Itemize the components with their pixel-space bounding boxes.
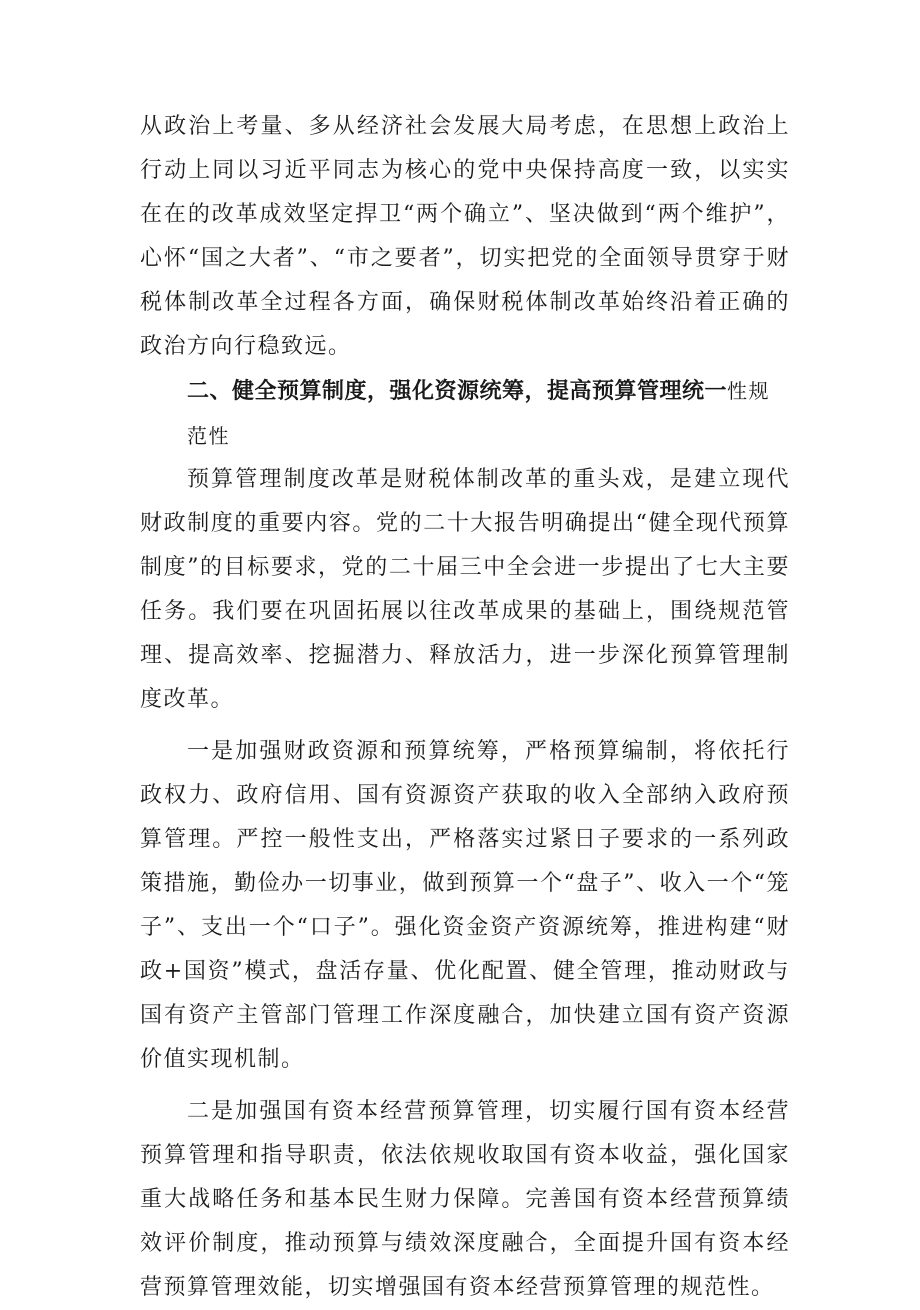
section-heading-tail: 性规 — [727, 379, 771, 403]
paragraph-budget-reform: 预算管理制度改革是财税体制改革的重头戏，是建立现代财政制度的重要内容。党的二十大报告明确提出“健全现代预算制度”的目标要求，党的二十届三中全会进一步提出了七大主要任务。我们要在巩固拓展以往改革成果的基础上，围绕规范管理、提高效率、挖掘潜力、释放活力，进一步深化预算管理制度改革。 — [140, 467, 790, 712]
section-heading — [140, 369, 790, 414]
paragraph-point-two: 二是加强国有资本经营预算管理，切实履行国有资本经营预算管理和指导职责，依法依规收取国有资本收益，强化国家重大战略任务和基本民生财力保障。完善国有资本经营预算绩效评价制度，推动预算与绩效深度融合，全面提升国有资本经营预算管理效能，切实增强国有资本经营预算管理的规范性。 — [140, 1099, 790, 1300]
section-heading-bold: 二、健全预算制度，强化资源统筹，提高预算管理统一 — [187, 379, 728, 404]
document-page — [140, 105, 790, 1310]
paragraph-point-one: 一是加强财政资源和预算统筹，严格预算编制，将依托行政权力、政府信用、国有资源资产获取的收入全部纳入政府预算管理。严控一般性支出，严格落实过紧日子要求的一系列政策措施，勤俭办一切事业，做到预算一个“盘子”、收入一个“笼子”、支出一个“口子”。强化资金资产资源统筹，推进构建“财政+国资”模式，盘活存量、优化配置、健全管理，推动财政与国有资产主管部门管理工作深度融合，加快建立国有资产资源价值实现机制。 — [140, 739, 790, 1072]
paragraph-intro: 从政治上考量、多从经济社会发展大局考虑，在思想上政治上行动上同以习近平同志为核心的党中央保持高度一致，以实实在在的改革成效坚定捍卫“两个确立”、坚决做到“两个维护”，心怀“国之大者”、“市之要者”，切实把党的全面领导贯穿于财税体制改革全过程各方面，确保财税体制改革始终沿着正确的政治方向行稳致远。 — [140, 114, 790, 359]
section-heading-continuation: 范性 — [187, 424, 230, 448]
